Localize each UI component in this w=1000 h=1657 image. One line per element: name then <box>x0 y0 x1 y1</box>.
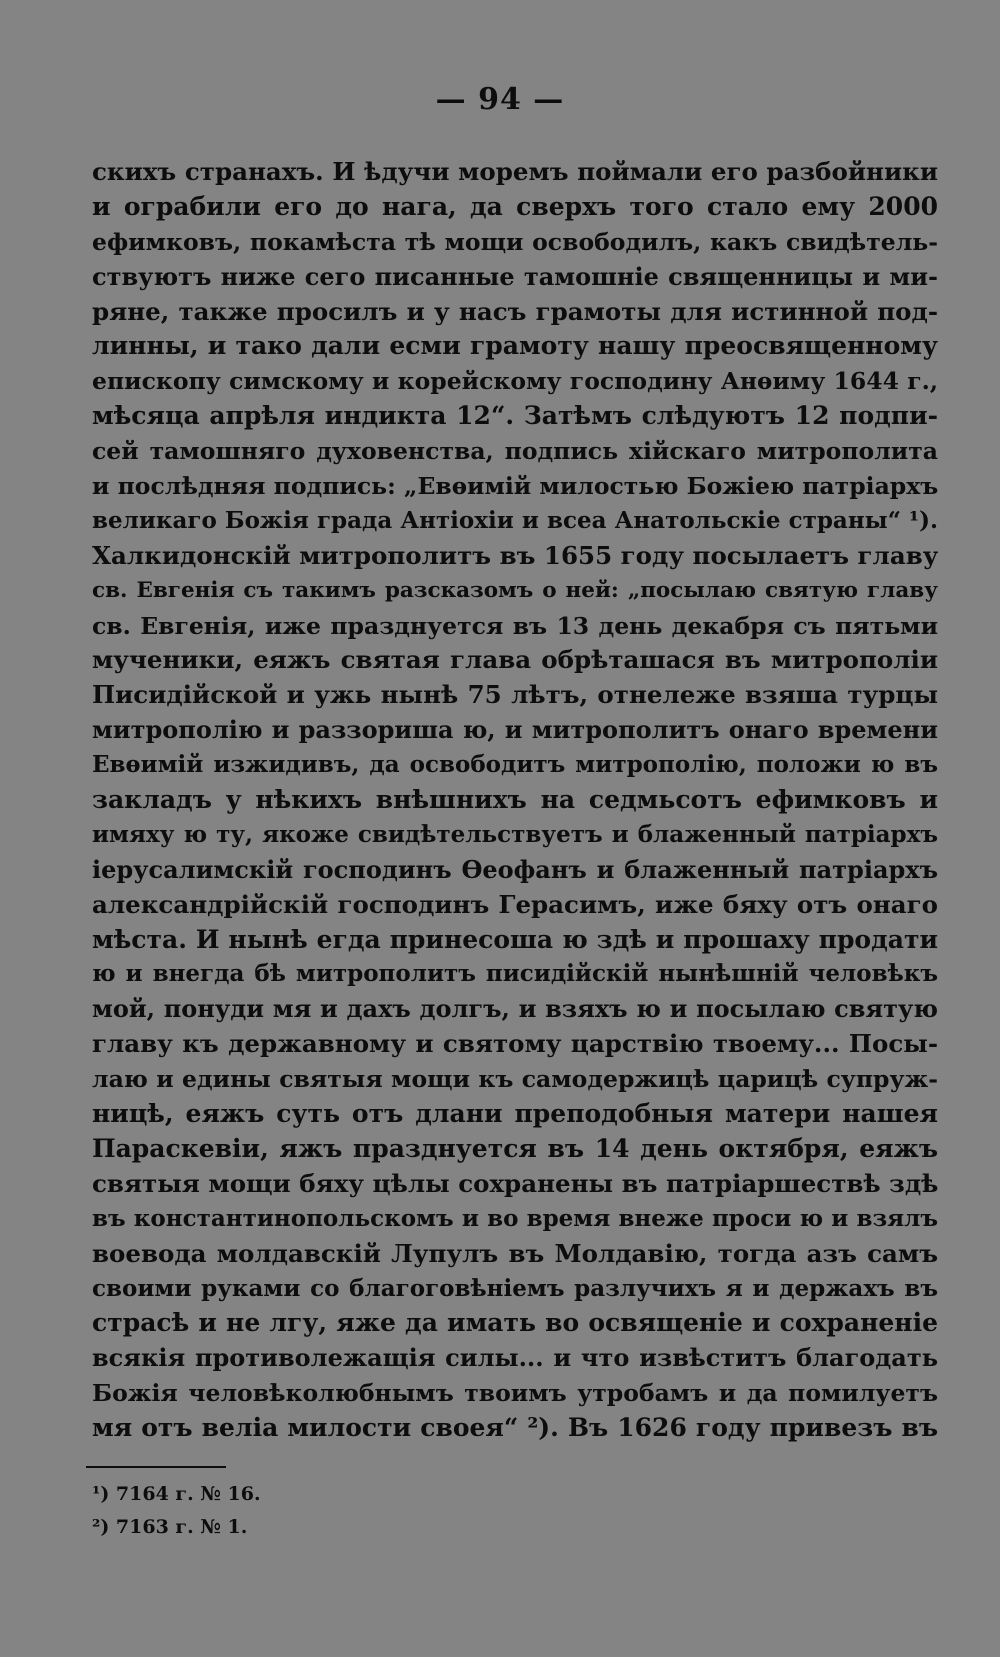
text-line: и послѣдняя подпись: „Евѳимій милостью Божіею патріархъ <box>92 472 938 501</box>
text-line: главу къ державному и святому царствію твоему... Посы- <box>92 1029 938 1059</box>
footnote: ²) 7163 г. № 1. <box>92 1516 248 1538</box>
text-line: лаю и едины святыя мощи къ самодержицѣ царицѣ супруж- <box>92 1065 938 1094</box>
text-line: мѣсяца апрѣля индикта 12“. Затѣмъ слѣдуютъ 12 подпи- <box>92 401 938 431</box>
text-line: митрополію и раззориша ю, и митрополитъ онаго времени <box>92 715 938 745</box>
text-line: своими руками со благоговѣніемъ разлучихъ я и держахъ въ <box>92 1274 938 1302</box>
text-line: и ограбили его до нага, да сверхъ того стало ему 2000 <box>92 191 938 221</box>
text-line: епископу симскому и корейскому господину Анѳиму 1644 г., <box>92 367 938 396</box>
text-line: ю и внегда бѣ митрополитъ писидійскій нынѣшній человѣкъ <box>92 960 938 988</box>
text-line: скихъ странахъ. И ѣдучи моремъ поймали его разбойники <box>92 157 938 186</box>
text-line: страсѣ и не лгу, яже да имать во освященіе и сохраненіе <box>92 1308 938 1338</box>
text-line: мѣста. И нынѣ егда принесоша ю здѣ и прошаху продати <box>92 924 938 954</box>
text-line: ствуютъ ниже сего писанные тамошніе священницы и ми- <box>92 261 938 291</box>
text-line: мученики, еяжъ святая глава обрѣташася въ митрополіи <box>92 645 938 675</box>
text-line: св. Евгенія, иже празднуется въ 13 день декабря съ пятьми <box>92 611 938 640</box>
text-line: линны, и тако дали есми грамоту нашу преосвященному <box>92 331 938 361</box>
text-line: мой, понуди мя и дахъ долгъ, и взяхъ ю и посылаю святую <box>92 994 938 1024</box>
text-line: Евѳимій изжидивъ, да освободитъ митрополію, положи ю въ <box>92 751 938 779</box>
text-line: всякія противолежащія силы... и что извѣститъ благодать <box>92 1343 938 1373</box>
text-line: Божія человѣколюбнымъ твоимъ утробамъ и да помилуетъ <box>92 1379 938 1408</box>
text-line: святыя мощи бяху цѣлы сохранены въ патріаршествѣ здѣ <box>92 1168 938 1198</box>
text-line: великаго Божія града Антіохіи и всеа Анатольскіе страны“ ¹). <box>92 506 938 534</box>
text-line: іерусалимскій господинъ Ѳеофанъ и блаженный патріархъ <box>92 854 938 884</box>
footnotes <box>92 1478 261 1544</box>
text-line: воевода молдавскій Лупулъ въ Молдавію, тогда азъ самъ <box>92 1238 938 1268</box>
text-line: Халкидонскій митрополитъ въ 1655 году посылаетъ главу <box>92 540 938 570</box>
body-text <box>92 155 938 1446</box>
text-line: сей тамошняго духовенства, подпись хійскаго митрополита <box>92 437 938 466</box>
text-line: имяху ю ту, якоже свидѣтельствуетъ и блаженный патріархъ <box>92 820 938 848</box>
page-number: — 94 — <box>435 82 565 117</box>
text-line: Параскевіи, яжъ празднуется въ 14 день октября, еяжъ <box>92 1133 938 1163</box>
text-line: мя отъ веліа милости своея“ ²). Въ 1626 году привезъ въ <box>92 1413 938 1443</box>
text-line: въ константинопольскомъ и во время внеже проси ю и взялъ <box>92 1204 938 1232</box>
text-line: св. Евгенія съ такимъ разсказомъ о ней: „посылаю святую главу <box>92 577 938 603</box>
footnote-divider <box>86 1466 226 1468</box>
text-line: александрійскій господинъ Герасимъ, иже бяху отъ онаго <box>92 889 938 919</box>
text-line: ницѣ, еяжъ суть отъ длани преподобныя матери нашея <box>92 1099 938 1129</box>
text-line: ряне, также просилъ и у насъ грамоты для истинной под- <box>92 296 938 326</box>
text-line: закладъ у нѣкихъ внѣшнихъ на седмьсотъ ефимковъ и <box>92 785 938 815</box>
text-line: ефимковъ, покамѣста тѣ мощи освободилъ, какъ свидѣтель- <box>92 227 938 256</box>
text-line: Писидійской и ужь нынѣ 75 лѣтъ, отнележе взяша турцы <box>92 680 938 710</box>
footnote: ¹) 7164 г. № 16. <box>92 1483 261 1505</box>
